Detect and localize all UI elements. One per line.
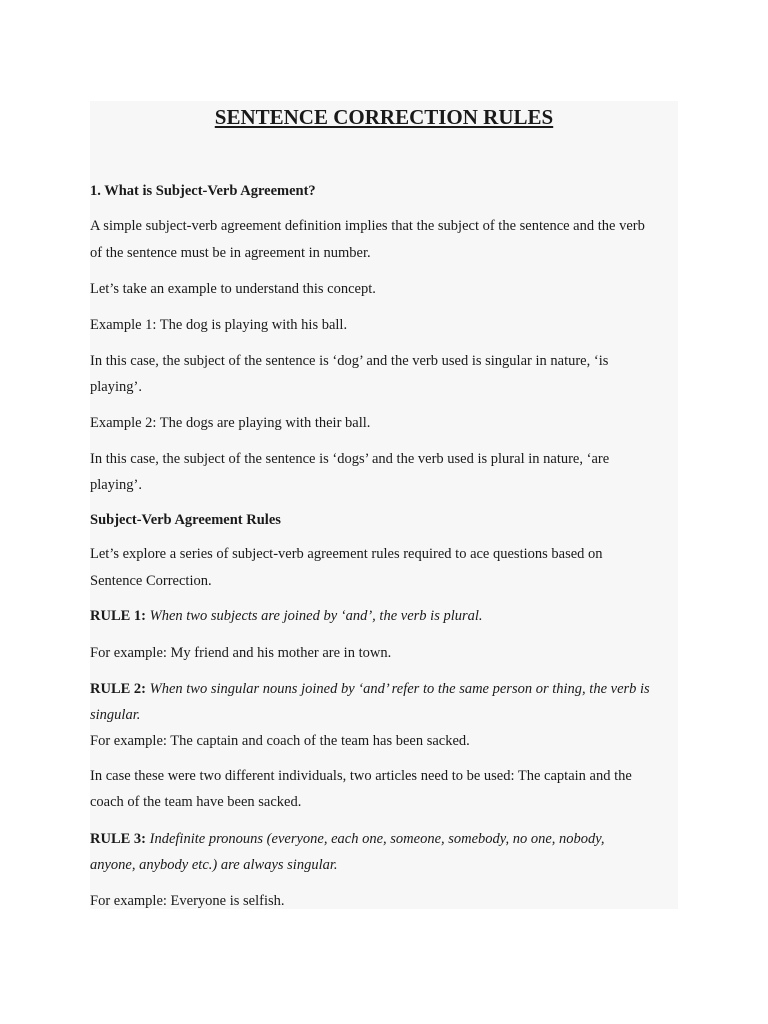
paragraph-line: Sentence Correction. [90,573,212,589]
rule-text: Indefinite pronouns (everyone, each one, someone, somebody, no one, nobody, [149,831,605,847]
example-line: Example 1: The dog is playing with his ball. [90,317,348,333]
example-line: For example: My friend and his mother are in town. [90,645,392,661]
paragraph-line: of the sentence must be in agreement in number. [90,245,371,261]
paragraph-line: A simple subject-verb agreement definition implies that the subject of the sentence and the verb [90,218,645,234]
paragraph-line: Let’s take an example to understand this concept. [90,281,376,297]
paragraph-line: In case these were two different individuals, two articles need to be used: The captain and the [90,768,632,784]
example-line: For example: Everyone is selfish. [90,893,285,909]
paragraph-line: In this case, the subject of the sentence is ‘dog’ and the verb used is singular in nature, ‘is [90,353,609,369]
rule-label: RULE 1: [90,608,146,624]
rule-text: When two singular nouns joined by ‘and’ refer to the same person or thing, the verb is [149,681,650,697]
rule-label: RULE 3: [90,831,146,847]
paragraph-line: In this case, the subject of the sentence is ‘dogs’ and the verb used is plural in nature, ‘are [90,451,610,467]
rule-text: anyone, anybody etc.) are always singular. [90,857,338,873]
example-line: Example 2: The dogs are playing with their ball. [90,415,371,431]
rule-2 [90,682,650,697]
paragraph-line: playing’. [90,477,142,493]
example-line: For example: The captain and coach of the team has been sacked. [90,733,470,749]
paragraph-line: Let’s explore a series of subject-verb agreement rules required to ace questions based on [90,546,603,562]
rule-text: singular. [90,707,141,723]
rule-label: RULE 2: [90,681,146,697]
rule-text: When two subjects are joined by ‘and’, the verb is plural. [149,608,483,624]
paragraph-line: coach of the team have been sacked. [90,794,302,810]
paragraph-line: playing’. [90,379,142,395]
section-heading: 1. What is Subject-Verb Agreement? [90,183,316,199]
section-heading: Subject-Verb Agreement Rules [90,512,281,528]
document-title: SENTENCE CORRECTION RULES [214,105,554,129]
rule-3 [90,832,605,847]
rule-1 [90,609,483,624]
